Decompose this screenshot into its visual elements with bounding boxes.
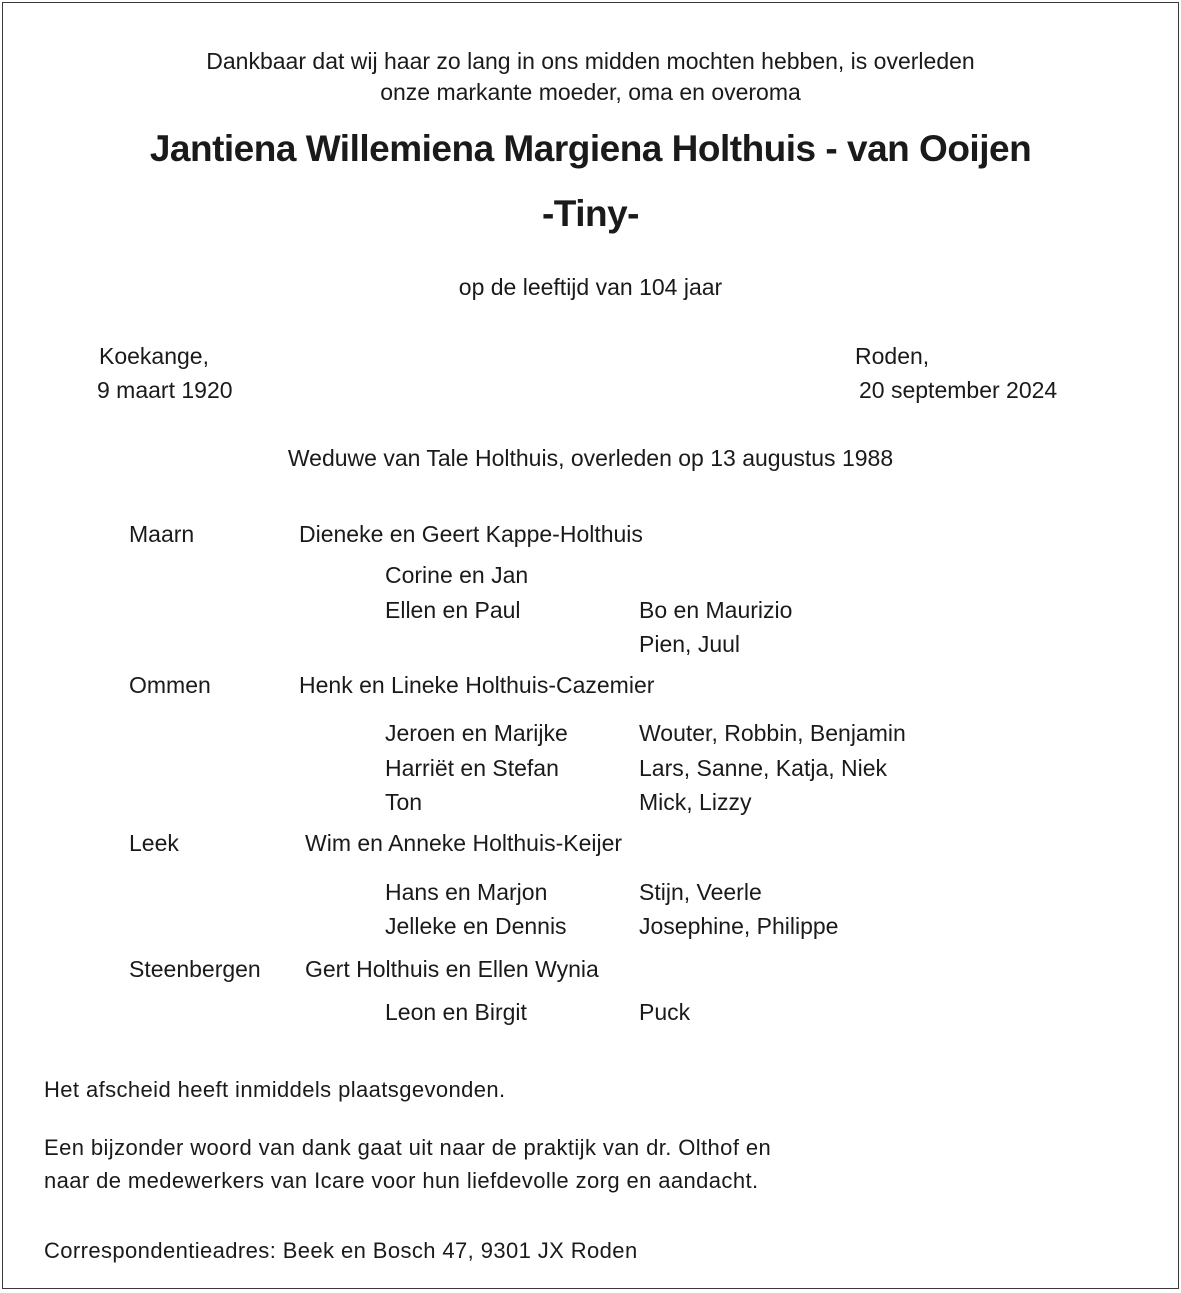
deceased-name: Jantiena Willemiena Margiena Holthuis - van Ooijen — [149, 128, 1032, 169]
grandchild-maarn-1: Corine en Jan — [385, 562, 529, 588]
family-couple-leek: Wim en Anneke Holthuis-Keijer — [305, 830, 623, 856]
farewell-note: Het afscheid heeft inmiddels plaatsgevonden. — [44, 1077, 506, 1102]
greatgrandchild-ommen-3: Mick, Lizzy — [639, 789, 752, 815]
grandchild-leek-1: Hans en Marjon — [385, 879, 548, 905]
death-place: Roden, — [855, 343, 930, 369]
grandchild-leek-2: Jelleke en Dennis — [385, 913, 567, 939]
greatgrandchild-maarn-3: Pien, Juul — [639, 631, 741, 657]
family-couple-maarn: Dieneke en Geert Kappe-Holthuis — [299, 521, 643, 547]
birth-date: 9 maart 1920 — [97, 377, 233, 403]
greatgrandchild-leek-2: Josephine, Philippe — [639, 913, 839, 939]
greatgrandchild-steenbergen-1: Puck — [639, 999, 691, 1025]
greatgrandchild-ommen-1: Wouter, Robbin, Benjamin — [639, 720, 906, 746]
greatgrandchild-ommen-2: Lars, Sanne, Katja, Niek — [639, 755, 888, 781]
greatgrandchild-maarn-2: Bo en Maurizio — [639, 597, 793, 623]
birth-place: Koekange, — [99, 343, 209, 369]
family-couple-steenbergen: Gert Holthuis en Ellen Wynia — [305, 956, 599, 982]
family-place-maarn: Maarn — [129, 521, 195, 547]
family-couple-ommen: Henk en Lineke Holthuis-Cazemier — [299, 672, 655, 698]
grandchild-ommen-3: Ton — [385, 789, 423, 815]
intro-line-2: onze markante moeder, oma en overoma — [380, 79, 801, 105]
widow-line: Weduwe van Tale Holthuis, overleden op 13 augustus 1988 — [287, 445, 894, 471]
thanks-line-2: naar de medewerkers van Icare voor hun liefdevolle zorg en aandacht. — [44, 1168, 759, 1193]
death-date: 20 september 2024 — [859, 377, 1058, 403]
greatgrandchild-leek-1: Stijn, Veerle — [639, 879, 762, 905]
family-place-steenbergen: Steenbergen — [129, 956, 261, 982]
grandchild-steenbergen-1: Leon en Birgit — [385, 999, 527, 1025]
thanks-line-1: Een bijzonder woord van dank gaat uit naar de praktijk van dr. Olthof en — [44, 1135, 772, 1160]
obituary-card — [2, 2, 1179, 1289]
family-place-leek: Leek — [129, 830, 179, 856]
grandchild-ommen-2: Harriët en Stefan — [385, 755, 559, 781]
grandchild-ommen-1: Jeroen en Marijke — [385, 720, 568, 746]
correspondence-address: Correspondentieadres: Beek en Bosch 47, 9301 JX Roden — [44, 1238, 638, 1263]
age-line: op de leeftijd van 104 jaar — [458, 274, 723, 300]
grandchild-maarn-2: Ellen en Paul — [385, 597, 521, 623]
family-place-ommen: Ommen — [129, 672, 211, 698]
nickname: -Tiny- — [541, 193, 640, 234]
intro-line-1: Dankbaar dat wij haar zo lang in ons midden mochten hebben, is overleden — [206, 48, 975, 74]
